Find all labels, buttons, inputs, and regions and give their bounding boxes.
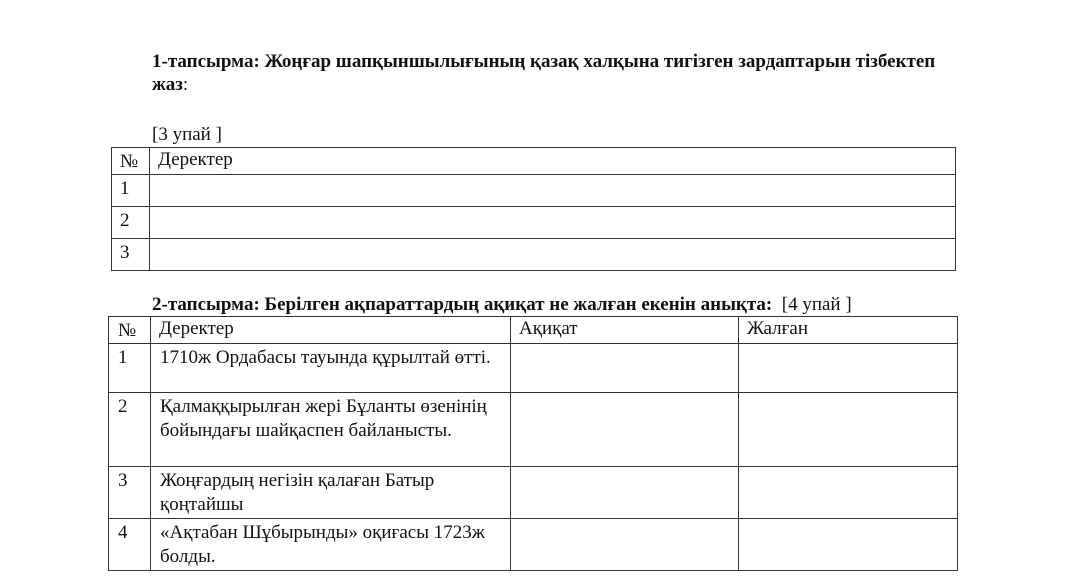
task1-table [111,147,956,271]
row-number: 2 [112,207,150,239]
task2-title-text: 2-тапсырма: Берілген ақпараттардың ақиқат не жалған екенін анықта: [152,294,773,315]
table-header-row [109,317,958,344]
table-row [109,467,958,519]
row-number: 4 [109,519,151,571]
statement-cell: Қалмаққырылған жері Бұланты өзенінің бойындағы шайқаспен байланысты. [151,393,511,467]
statement-cell: 1710ж Ордабасы тауында құрылтай өтті. [151,344,511,393]
column-header-number: № [112,148,150,175]
true-answer-cell[interactable] [511,467,739,519]
task2-title [152,293,852,316]
answer-cell[interactable] [150,175,956,207]
false-answer-cell[interactable] [739,467,958,519]
statement-cell: «Ақтабан Шұбырынды» оқиғасы 1723ж болды. [151,519,511,571]
statement-cell: Жоңғардың негізін қалаған Батыр қоңтайшы [151,467,511,519]
column-header-number: № [109,317,151,344]
row-number: 3 [112,239,150,271]
false-answer-cell[interactable] [739,519,958,571]
true-answer-cell[interactable] [511,344,739,393]
task1-points: [3 упай ] [152,124,222,145]
true-answer-cell[interactable] [511,519,739,571]
table-row [109,393,958,467]
column-header-true: Ақиқат [511,317,739,344]
table-header-row [112,148,956,175]
table-row [112,207,956,239]
task2-table [108,316,958,571]
false-answer-cell[interactable] [739,344,958,393]
row-number: 2 [109,393,151,467]
row-number: 1 [109,344,151,393]
row-number: 1 [112,175,150,207]
answer-cell[interactable] [150,239,956,271]
false-answer-cell[interactable] [739,393,958,467]
column-header-data: Деректер [151,317,511,344]
task1-title [152,50,952,96]
table-row [112,239,956,271]
answer-cell[interactable] [150,207,956,239]
true-answer-cell[interactable] [511,393,739,467]
task1-title-text: 1-тапсырма: Жоңғар шапқыншылығының қазақ халқына тигізген зардаптарын тізбектеп жаз [152,51,936,95]
table-row [112,175,956,207]
column-header-data: Деректер [150,148,956,175]
row-number: 3 [109,467,151,519]
task1-title-colon: : [182,74,189,95]
table-row [109,344,958,393]
column-header-false: Жалған [739,317,958,344]
task2-points: [4 упай ] [781,294,852,315]
table-row [109,519,958,571]
